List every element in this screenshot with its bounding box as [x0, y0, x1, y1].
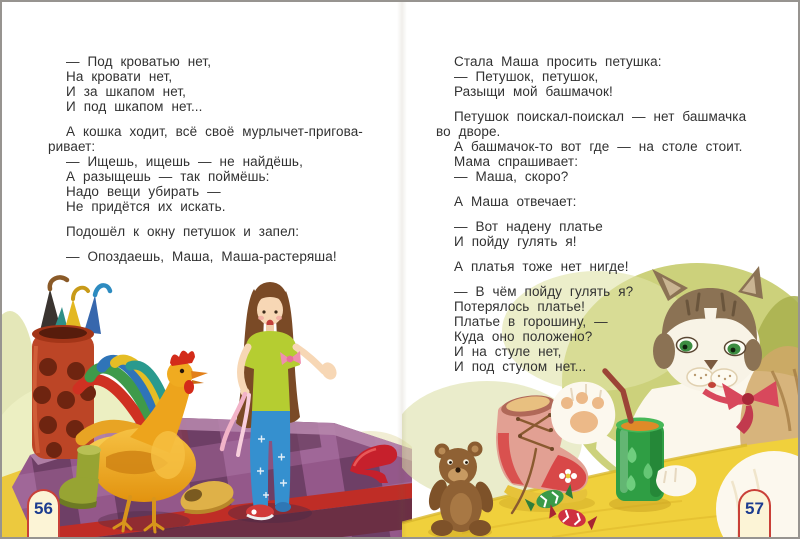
text-line: И за шкапом нет, — [66, 84, 186, 99]
text-line: А платья тоже нет нигде! — [454, 259, 629, 274]
right-page-text — [436, 54, 772, 374]
text-line: Платье в горошину, — — [454, 314, 608, 329]
text-line: ривает: — [48, 139, 96, 154]
text-line: А кошка ходит, всё своё мурлычет-пригова- — [66, 124, 363, 139]
text-line: Петушок поискал-поискал — нет башмачка — [454, 109, 747, 124]
text-line: — Вот надену платье — [454, 219, 603, 234]
text-line: Надо вещи убирать — — [66, 184, 221, 199]
text-line: — В чём пойду гулять я? — [454, 284, 634, 299]
text-line: Разыщи мой башмачок! — [454, 84, 613, 99]
text-line: И под шкапом нет... — [66, 99, 203, 114]
text-line: А Маша отвечает: — [454, 194, 577, 209]
text-line: И на стуле нет, — [454, 344, 562, 359]
left-page-illustration — [2, 271, 412, 539]
text-line: И под стулом нет... — [454, 359, 587, 374]
text-line: А разыщешь — так поймёшь: — [66, 169, 270, 184]
page-number-left: 56 — [34, 499, 53, 518]
text-line: — Опоздаешь, Маша, Маша-растеряша! — [66, 249, 337, 264]
left-page-text — [48, 54, 384, 264]
text-line: Мама спрашивает: — [454, 154, 579, 169]
text-line: А башмачок-то вот где — на столе стоит. — [454, 139, 743, 154]
text-line: — Ищешь, ищешь — не найдёшь, — [66, 154, 303, 169]
text-line: И пойду гулять я! — [454, 234, 577, 249]
umbrellas — [40, 277, 110, 334]
text-line: Стала Маша просить петушка: — [454, 54, 662, 69]
page-number-right: 57 — [745, 499, 764, 518]
red-sneaker — [246, 505, 274, 520]
text-line: На кровати нет, — [66, 69, 173, 84]
text-line: Подошёл к окну петушок и запел: — [66, 224, 300, 239]
raised-paw-illustration — [551, 382, 615, 445]
text-line: — Под кроватью нет, — [66, 54, 212, 69]
page-number-badge-right — [738, 489, 771, 537]
text-line: — Петушок, петушок, — [454, 69, 599, 84]
text-line: Не придётся их искать. — [66, 199, 226, 214]
text-line: Куда оно положено? — [454, 329, 593, 344]
text-line: во дворе. — [436, 124, 501, 139]
page-number-badge-left — [27, 489, 60, 537]
text-line: Потерялось платье! — [454, 299, 585, 314]
text-line: — Маша, скоро? — [454, 169, 569, 184]
